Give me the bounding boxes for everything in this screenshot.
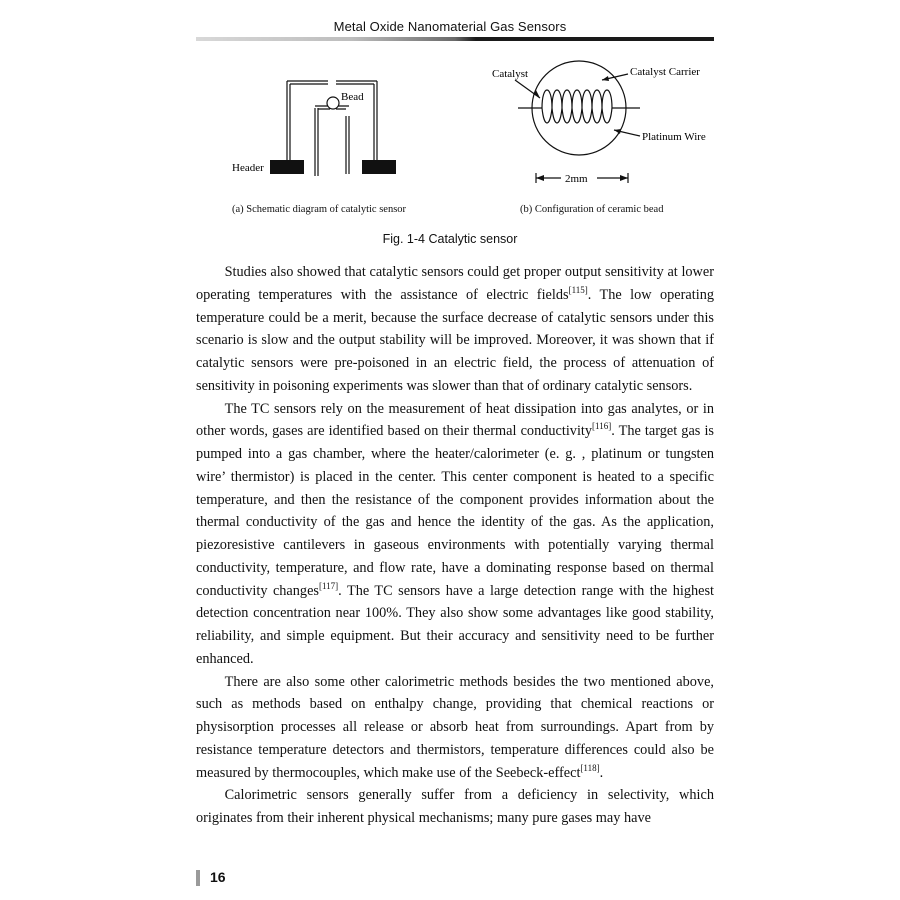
scale-label: 2mm <box>565 173 588 185</box>
header-label: Header <box>232 162 264 174</box>
citation-115: [115] <box>568 284 588 295</box>
catalyst-carrier-label: Catalyst Carrier <box>630 66 700 78</box>
catalyst-label: Catalyst <box>492 68 529 80</box>
p3-text-b: . <box>599 764 604 781</box>
scale-left-arrow <box>536 175 544 181</box>
body-text <box>196 261 714 830</box>
bead-icon <box>327 97 339 109</box>
inner-right-wire <box>336 106 349 174</box>
running-header: Metal Oxide Nanomaterial Gas Sensors <box>333 19 567 34</box>
catalyst-arrowhead <box>533 90 540 98</box>
paragraph-2 <box>196 398 714 671</box>
paragraph-4 <box>196 784 714 830</box>
bead-label: Bead <box>341 91 364 103</box>
p2-text-a: The TC sensors rely on the measurement of heat dissipation into gas analytes, or in other words, gases are identified based on their thermal conductivity <box>196 400 714 440</box>
panel-b-diagram <box>515 61 640 183</box>
p2-text-c: . The TC sensors have a large detection range with the highest detection concentration near 100%. They also show some advantages like good stability, reliability, and simple equipment. But their accuracy and sensitivity need to be further enhanced. <box>196 582 714 667</box>
page-number: 16 <box>210 869 226 885</box>
p2-text-b: . The target gas is pumped into a gas chamber, where the heater/calorimeter (e. g. , platinum or tungsten wire’ thermistor) is placed in the center. This center component is heated to a specific temperature, and then the resistance of the component provides information about the thermal conductivity of the gas and hence the identity of the gas. As the application, piezoresistive cantilevers in gaseous environments with potentially varying thermal conductivity, temperature, and flow rate, have a dominating response based on thermal conductivity changes <box>196 423 714 599</box>
paragraph-1 <box>196 261 714 398</box>
p1-text-b: . The low operating temperature could be a merit, because the surface decrease of catalytic sensors under this scenario is slow and the output stability will be improved. Moreover, it was shown that if catalytic sensors were pre-poisoned in an electric field, the process of attenuation of sensitivity in poisoning experiments was slower than that of ordinary catalytic sensors. <box>196 286 715 394</box>
header-block-right <box>362 160 396 174</box>
caption-panel-a: (a) Schematic diagram of catalytic sensor <box>232 204 407 215</box>
header-block-left <box>270 160 304 174</box>
citation-116: [116] <box>592 421 612 432</box>
p1-text-a: Studies also showed that catalytic sensors could get proper output sensitivity at lower operating temperatures with the assistance of electric fields <box>196 264 714 303</box>
platinum-wire-label: Platinum Wire <box>642 131 706 143</box>
citation-118: [118] <box>580 762 600 773</box>
p3-text-a: There are also some other calorimetric methods besides the two mentioned above, such as methods based on enthalpy change, providing that chemical reactions or physisorption processes all release or absorb heat from surroundings. Apart from by resistance temperature detectors and thermistors, temperature differences could also be measured by thermocouples, which make use of the Seebeck-effect <box>196 673 714 781</box>
scale-right-arrow <box>620 175 628 181</box>
header-rule <box>196 37 714 41</box>
folio-bar <box>196 870 200 886</box>
inner-left-wire <box>315 106 330 176</box>
citation-117: [117] <box>319 580 339 591</box>
coil-underside <box>542 108 612 123</box>
figure-title: Fig. 1-4 Catalytic sensor <box>382 232 518 246</box>
p4-text-a: Calorimetric sensors generally suffer from a deficiency in selectivity, which originates from their inherent physical mechanisms; many pure gases may have <box>196 787 714 826</box>
paragraph-3 <box>196 671 714 785</box>
caption-panel-b: (b) Configuration of ceramic bead <box>520 204 664 215</box>
figure-1-4 <box>196 58 714 208</box>
platinum-coil <box>542 90 616 108</box>
